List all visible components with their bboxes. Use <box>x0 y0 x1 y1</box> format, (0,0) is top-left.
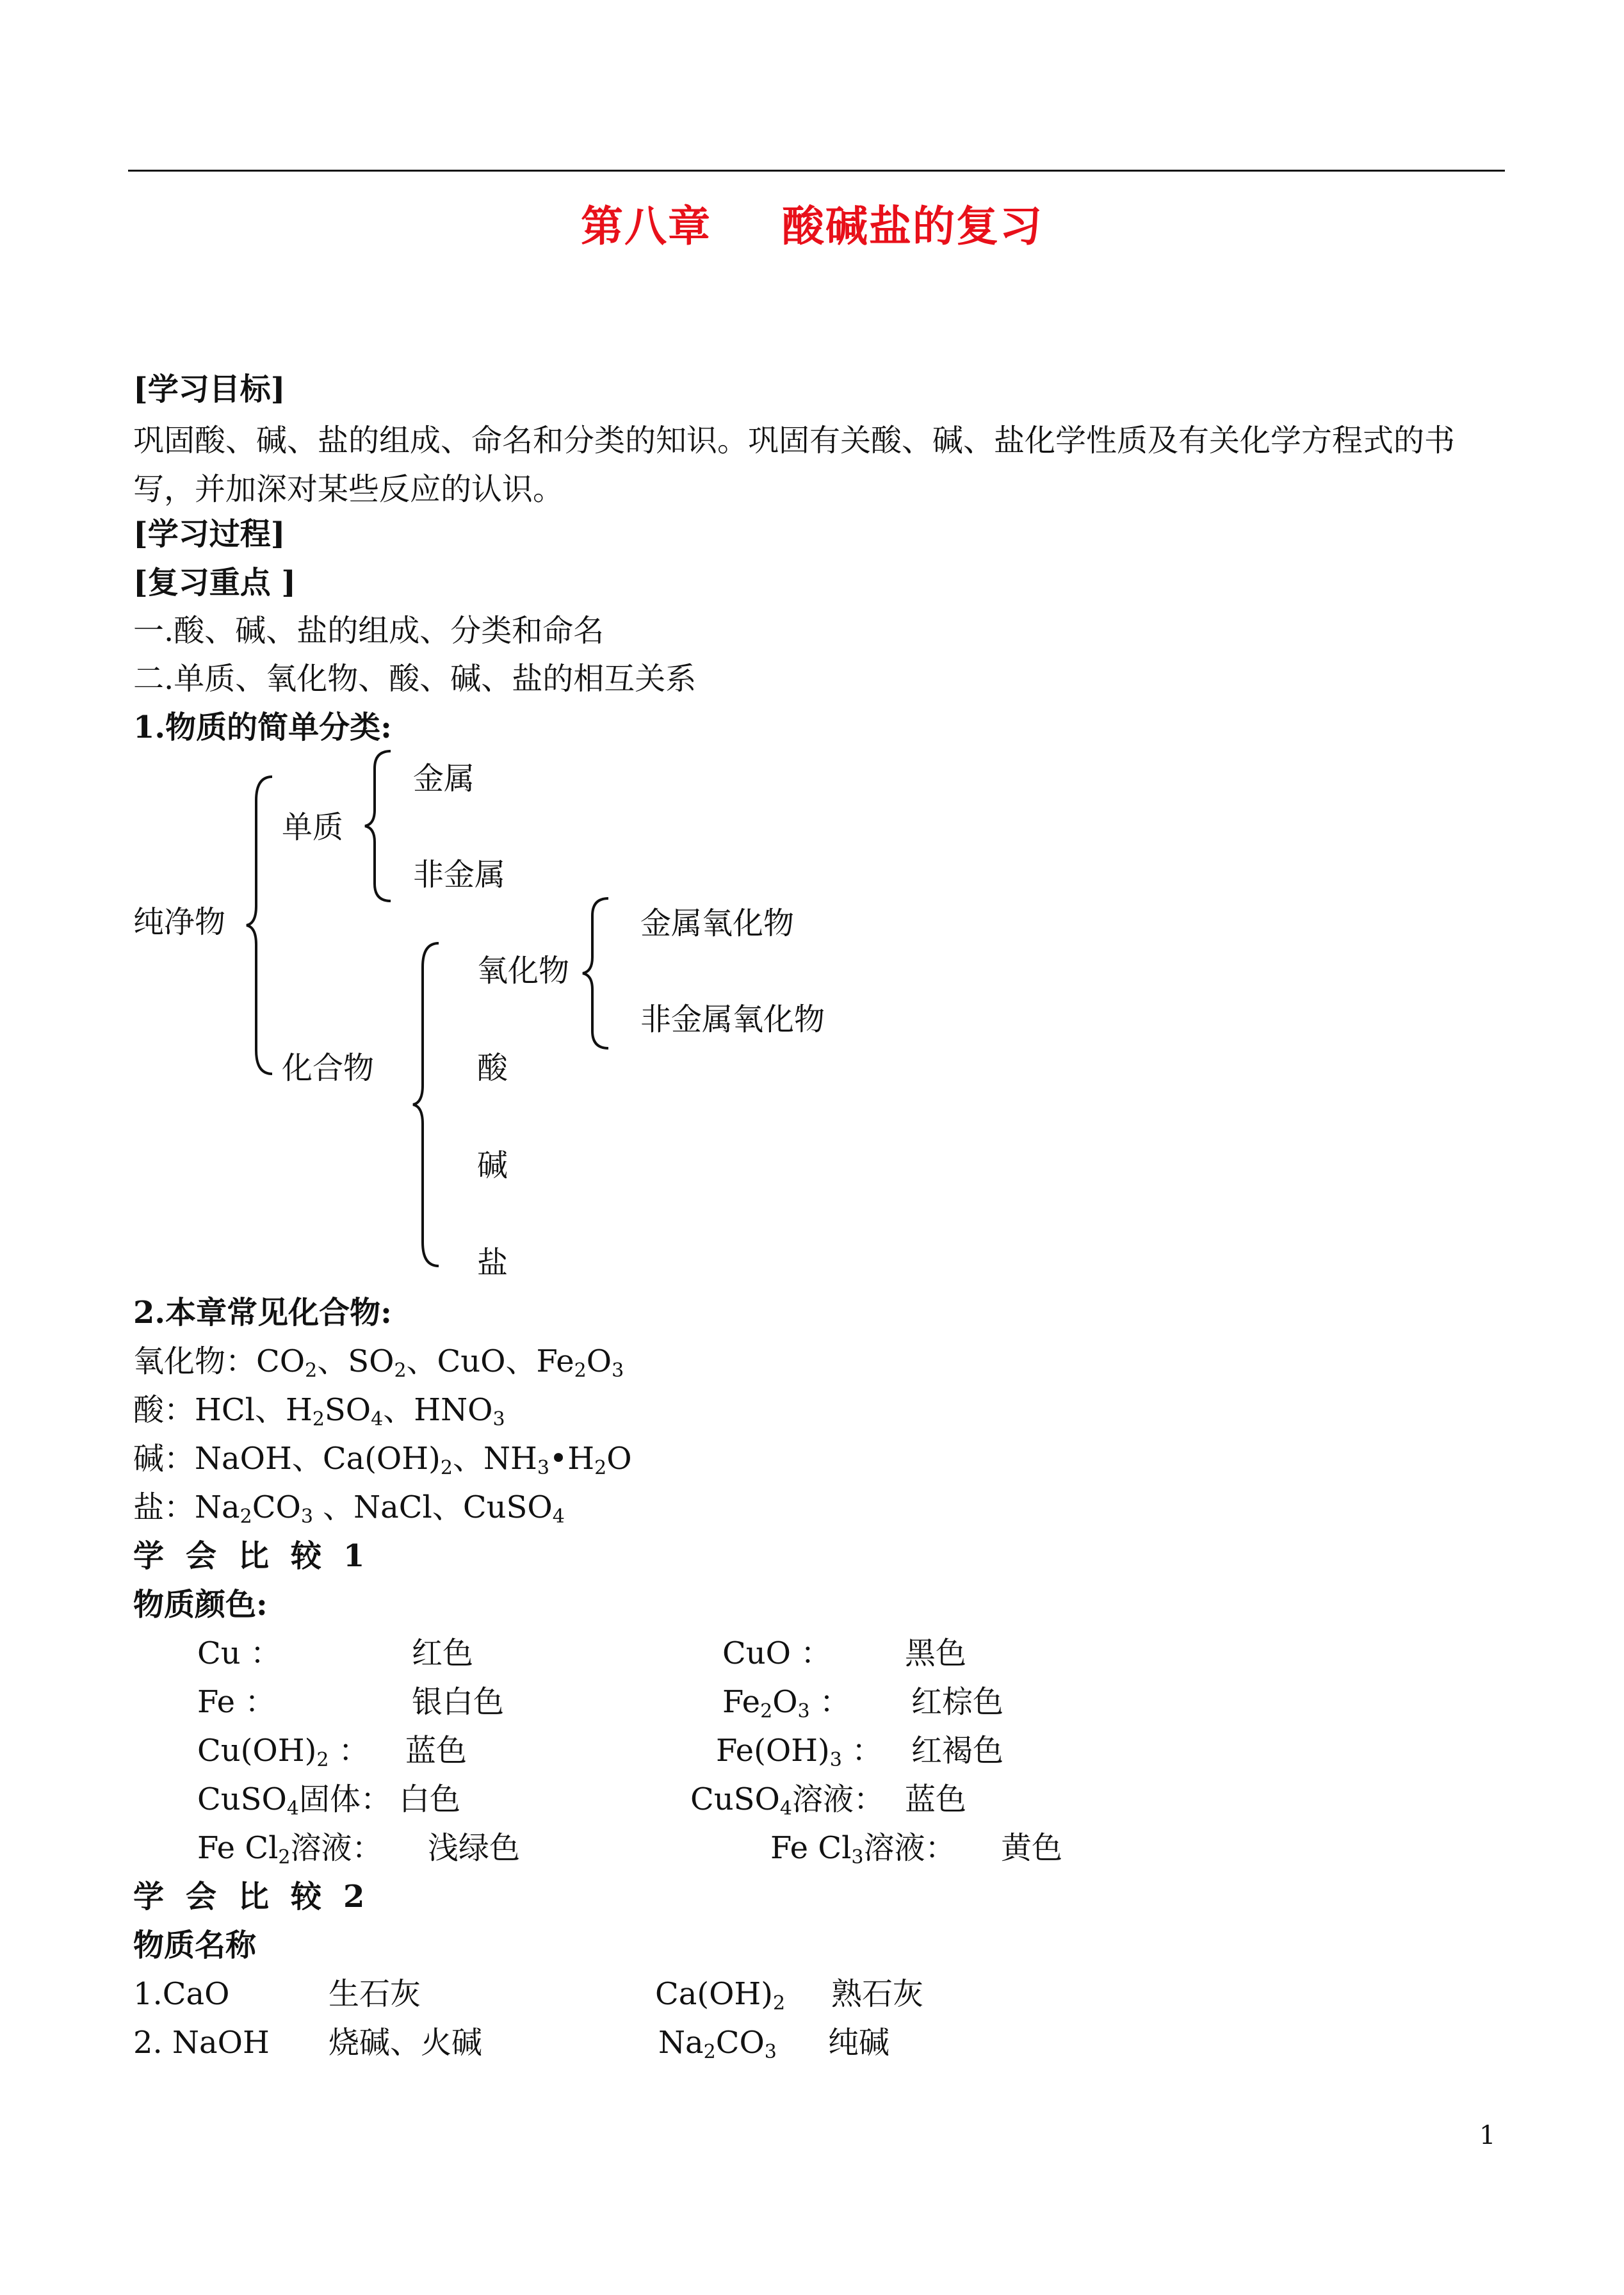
name-na2co3-formula: $Na_2CO_3$ <box>658 2025 777 2063</box>
compare1-subheading: 物质颜色: <box>133 1587 268 1623</box>
objectives-text: 巩固酸、碱、盐的组成、命名和分类的知识。巩固有关酸、碱、盐化学性质及有关化学方程式的书写，并加深对某些反应的认识。 <box>133 423 1456 507</box>
name-cao-formula: 1.CaO <box>133 1976 230 2012</box>
name-naoh-common: 烧碱、火碱 <box>329 2025 483 2061</box>
color-feoh3-label: $Fe(OH)_3$ ： <box>716 1733 883 1771</box>
objectives-heading: [学习目标] <box>133 371 286 407</box>
name-na2co3-common: 纯碱 <box>828 2025 890 2061</box>
color-cu-label: Cu ： <box>197 1635 281 1671</box>
tree-base: 碱 <box>477 1148 508 1183</box>
compound-brace <box>410 941 442 1268</box>
color-fecl2-value: 浅绿色 <box>428 1830 521 1866</box>
compounds-heading: 2.本章常见化合物: <box>133 1295 392 1331</box>
tree-compound: 化合物 <box>282 1050 375 1086</box>
name-caoh2-common: 熟石灰 <box>831 1976 924 2012</box>
classify-heading: 1.物质的简单分类: <box>133 710 392 745</box>
color-cuso4-solution-value: 蓝色 <box>905 1781 967 1817</box>
process-heading: [学习过程] <box>133 516 286 552</box>
oxide-brace <box>580 896 612 1050</box>
oxide-line: 氧化物：$CO_2$、$SO_2$、CuO、$Fe_2O_3$ <box>133 1343 624 1382</box>
simple-brace <box>362 749 394 903</box>
tree-oxide: 氧化物 <box>477 953 570 989</box>
tree-simple: 单质 <box>282 809 344 845</box>
color-cuoh2-label: $Cu(OH)_2$ ： <box>197 1733 369 1771</box>
compare1-heading: 学会比较1 <box>133 1538 387 1574</box>
color-fecl3-value: 黄色 <box>1001 1830 1063 1866</box>
tree-salt: 盐 <box>477 1245 508 1281</box>
acid-line: 酸：HCl、$H_2SO_4$、$HNO_3$ <box>133 1392 505 1431</box>
salt-line: 盐：$Na_2CO_3$ 、NaCl、CuSO$_4$ <box>133 1489 565 1528</box>
color-cuo-value: 黑色 <box>905 1635 967 1671</box>
root-brace <box>243 775 275 1076</box>
color-cuso4-solid-value: 白色 <box>399 1781 461 1817</box>
tree-nonmetal-oxide: 非金属氧化物 <box>640 1002 825 1037</box>
color-fe-value: 银白色 <box>412 1684 505 1720</box>
page-title: 第八章 酸碱盐的复习 <box>581 201 1043 251</box>
tree-acid: 酸 <box>477 1050 508 1086</box>
name-naoh-formula: 2. NaOH <box>133 2025 270 2061</box>
color-cuo-label: CuO ： <box>722 1635 832 1671</box>
color-cuso4-solid-label: CuSO$_4$固体： <box>197 1781 391 1820</box>
color-cu-value: 红色 <box>412 1635 474 1671</box>
compare2-subheading: 物质名称 <box>133 1927 257 1963</box>
base-line: 碱：NaOH、$Ca(OH)_2$、$NH_3•H_2O$ <box>133 1441 632 1479</box>
name-cao-common: 生石灰 <box>329 1976 421 2012</box>
color-fe-label: Fe ： <box>197 1684 276 1720</box>
color-fecl2-label: Fe $Cl_2$溶液： <box>197 1830 383 1869</box>
color-cuso4-solution-label: CuSO$_4$溶液： <box>690 1781 884 1820</box>
color-fecl3-label: Fe $Cl_3$溶液： <box>770 1830 956 1869</box>
header-rule <box>128 170 1505 172</box>
point-one: 一.酸、碱、盐的组成、分类和命名 <box>133 613 605 649</box>
color-cuoh2-value: 蓝色 <box>405 1733 467 1769</box>
focus-heading: [复习重点 ] <box>133 565 296 601</box>
color-feoh3-value: 红褐色 <box>911 1733 1004 1769</box>
compare2-heading: 学会比较2 <box>133 1879 387 1915</box>
point-two: 二.单质、氧化物、酸、碱、盐的相互关系 <box>133 661 697 697</box>
name-caoh2-formula: $Ca(OH)_2$ <box>655 1976 786 2015</box>
tree-metal: 金属 <box>413 761 475 797</box>
color-fe2o3-value: 红棕色 <box>911 1684 1004 1720</box>
page-number: 1 <box>1479 2121 1496 2150</box>
tree-metal-oxide: 金属氧化物 <box>640 905 795 941</box>
color-fe2o3-label: $Fe_2O_3$ ： <box>722 1684 850 1723</box>
tree-nonmetal: 非金属 <box>413 857 506 893</box>
tree-root: 纯净物 <box>133 904 226 940</box>
